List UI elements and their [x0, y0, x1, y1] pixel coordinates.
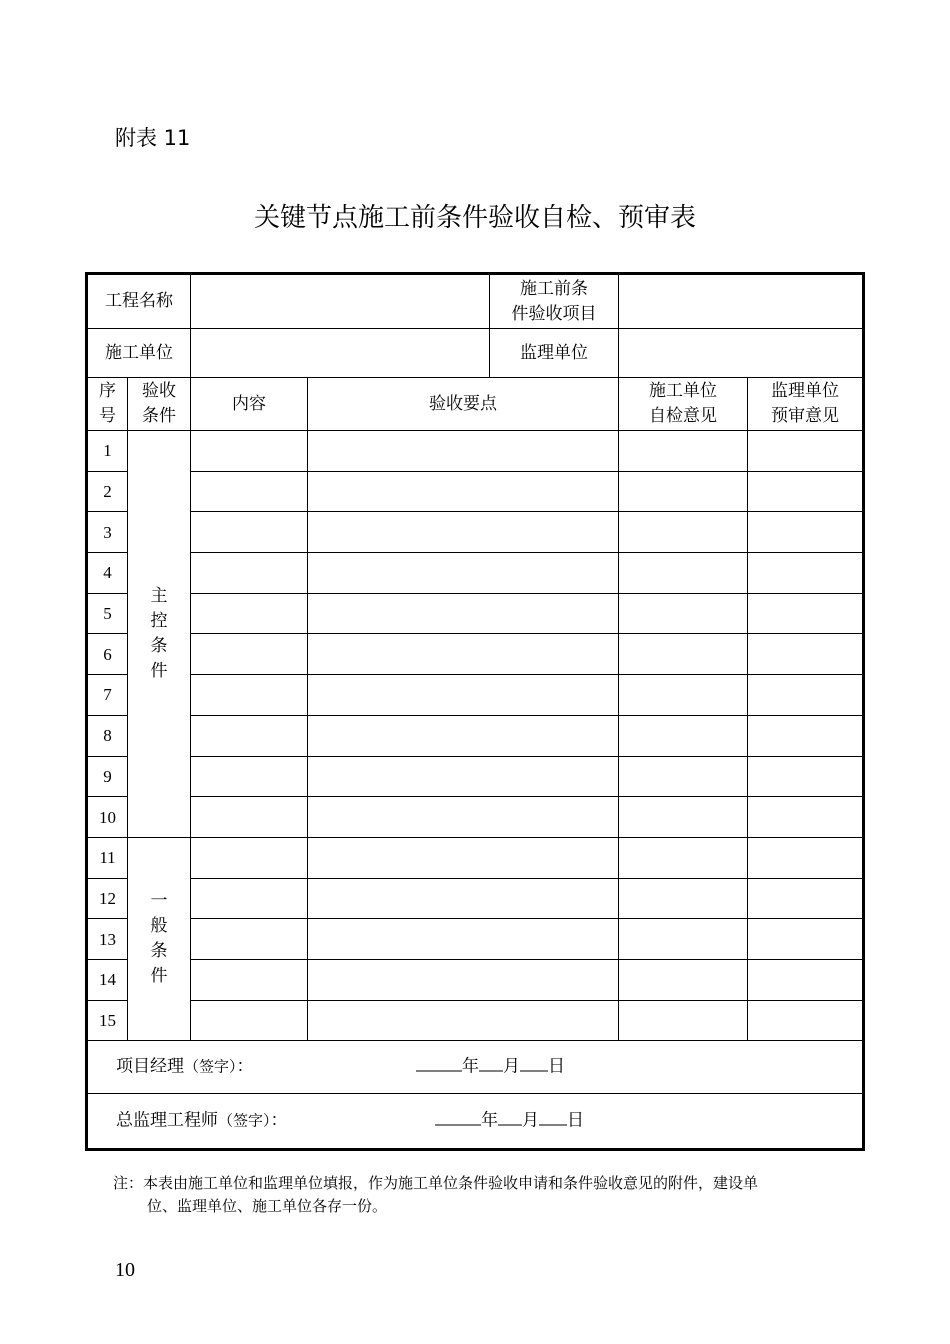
key-points-cell[interactable] [308, 797, 619, 838]
seq-header-line1: 序 [99, 381, 116, 401]
key-points-cell[interactable] [308, 512, 619, 553]
supervisor-label: 监理单位 [490, 329, 619, 378]
pre-review-header-line1: 监理单位 [771, 381, 839, 401]
key-points-cell[interactable] [308, 837, 619, 878]
group-char: 主 [150, 585, 168, 606]
pre-review-cell[interactable] [748, 512, 864, 553]
chief-colon: ： [270, 1110, 288, 1131]
self-check-cell[interactable] [619, 959, 748, 1000]
condition-header-line1: 验收 [142, 381, 176, 401]
acceptance-form-table [85, 272, 865, 1151]
self-check-cell[interactable] [619, 512, 748, 553]
table-row [87, 837, 864, 878]
table-row [87, 1000, 864, 1041]
pm-signature-label [116, 1055, 254, 1080]
chief-day-label: 日 [567, 1110, 584, 1131]
row-number: 13 [87, 919, 128, 960]
pre-review-cell[interactable] [748, 797, 864, 838]
row-number: 4 [87, 553, 128, 594]
chief-label-text: 总监理工程师 [116, 1110, 218, 1131]
footnote-line1: 注：本表由施工单位和监理单位填报，作为施工单位条件验收申请和条件验收意见的附件，建设单 [113, 1174, 759, 1192]
pre-review-cell[interactable] [748, 675, 864, 716]
self-check-cell[interactable] [619, 919, 748, 960]
content-cell[interactable] [191, 715, 308, 756]
table-row [87, 512, 864, 553]
row-number: 7 [87, 675, 128, 716]
content-cell[interactable] [191, 878, 308, 919]
content-cell[interactable] [191, 675, 308, 716]
pre-review-cell[interactable] [748, 593, 864, 634]
row-number: 2 [87, 471, 128, 512]
chief-signature-cell[interactable] [87, 1094, 864, 1150]
pre-review-header-line2: 预审意见 [771, 406, 839, 426]
page-number: 10 [115, 1259, 135, 1281]
table-row [87, 919, 864, 960]
pm-label-text: 项目经理 [116, 1056, 184, 1077]
precondition-item-value[interactable] [619, 274, 864, 329]
self-check-cell[interactable] [619, 634, 748, 675]
key-points-cell[interactable] [308, 553, 619, 594]
content-cell[interactable] [191, 471, 308, 512]
project-name-row [87, 274, 864, 329]
pre-review-cell[interactable] [748, 837, 864, 878]
group-char: 一 [150, 891, 168, 912]
footnote [113, 1172, 843, 1218]
key-points-cell[interactable] [308, 919, 619, 960]
chief-signature-row [87, 1094, 864, 1150]
table-row [87, 878, 864, 919]
pre-review-cell[interactable] [748, 634, 864, 675]
chief-signature-label [116, 1109, 288, 1134]
table-row [87, 756, 864, 797]
self-check-cell[interactable] [619, 675, 748, 716]
group-char: 件 [150, 660, 168, 681]
pm-sign-text: （签字） [184, 1057, 237, 1076]
group-char: 条 [150, 941, 168, 962]
pre-review-cell[interactable] [748, 959, 864, 1000]
units-row [87, 329, 864, 378]
contractor-label: 施工单位 [87, 329, 191, 378]
content-header: 内容 [191, 378, 308, 431]
content-cell[interactable] [191, 1000, 308, 1041]
chief-year-blank[interactable] [435, 1109, 481, 1126]
content-cell[interactable] [191, 512, 308, 553]
pm-year-blank[interactable] [416, 1055, 462, 1072]
table-row [87, 553, 864, 594]
group-char: 般 [150, 916, 168, 937]
self-check-cell[interactable] [619, 431, 748, 472]
content-cell[interactable] [191, 959, 308, 1000]
table-row [87, 959, 864, 1000]
self-check-header-line2: 自检意见 [649, 406, 717, 426]
chief-date [435, 1109, 584, 1134]
self-check-cell[interactable] [619, 878, 748, 919]
content-cell[interactable] [191, 593, 308, 634]
seq-header [87, 378, 128, 431]
key-points-cell[interactable] [308, 756, 619, 797]
self-check-header [619, 378, 748, 431]
pre-review-cell[interactable] [748, 715, 864, 756]
key-points-cell[interactable] [308, 959, 619, 1000]
content-cell[interactable] [191, 919, 308, 960]
self-check-cell[interactable] [619, 553, 748, 594]
chief-day-blank[interactable] [539, 1109, 567, 1126]
self-check-cell[interactable] [619, 471, 748, 512]
self-check-cell[interactable] [619, 593, 748, 634]
group-char: 控 [150, 610, 168, 631]
project-name-value[interactable] [191, 274, 490, 329]
precondition-item-label [490, 274, 619, 329]
pre-review-cell[interactable] [748, 471, 864, 512]
footnote-line2: 位、监理单位、施工单位各存一份。 [147, 1197, 388, 1215]
condition-header [128, 378, 191, 431]
general-conditions-group [128, 837, 191, 1040]
row-number: 12 [87, 878, 128, 919]
pm-colon: ： [236, 1056, 254, 1077]
content-cell[interactable] [191, 553, 308, 594]
pre-review-cell[interactable] [748, 1000, 864, 1041]
self-check-cell[interactable] [619, 797, 748, 838]
pre-review-cell[interactable] [748, 919, 864, 960]
pre-review-header [748, 378, 864, 431]
key-points-cell[interactable] [308, 431, 619, 472]
contractor-value[interactable] [191, 329, 490, 378]
table-row [87, 431, 864, 472]
content-cell[interactable] [191, 431, 308, 472]
pm-day-blank[interactable] [520, 1055, 548, 1072]
key-points-cell[interactable] [308, 1000, 619, 1041]
self-check-header-line1: 施工单位 [649, 381, 717, 401]
project-name-label: 工程名称 [87, 274, 191, 329]
content-cell[interactable] [191, 634, 308, 675]
content-cell[interactable] [191, 837, 308, 878]
key-points-cell[interactable] [308, 471, 619, 512]
row-number: 1 [87, 431, 128, 472]
pm-signature-row [87, 1041, 864, 1094]
pm-signature-cell[interactable] [87, 1041, 864, 1094]
row-number: 9 [87, 756, 128, 797]
group-char: 件 [150, 966, 168, 987]
self-check-cell[interactable] [619, 1000, 748, 1041]
table-row [87, 797, 864, 838]
pm-day-label: 日 [548, 1056, 565, 1077]
main-conditions-group [128, 431, 191, 838]
content-cell[interactable] [191, 756, 308, 797]
chief-month-blank[interactable] [498, 1109, 522, 1126]
chief-sign-text: （签字） [218, 1111, 271, 1130]
condition-header-line2: 条件 [142, 406, 176, 426]
pre-review-cell[interactable] [748, 431, 864, 472]
content-cell[interactable] [191, 797, 308, 838]
column-header-row [87, 378, 864, 431]
key-points-header: 验收要点 [308, 378, 619, 431]
precondition-item-label-line2: 件验收项目 [511, 303, 597, 324]
precondition-item-label-line1: 施工前条 [520, 278, 588, 299]
row-number: 5 [87, 593, 128, 634]
row-number: 3 [87, 512, 128, 553]
pm-date [416, 1055, 565, 1080]
chief-year-label: 年 [481, 1110, 498, 1131]
chief-month-label: 月 [522, 1110, 539, 1131]
table-row [87, 675, 864, 716]
self-check-cell[interactable] [619, 756, 748, 797]
appendix-label: 附表 11 [115, 126, 191, 150]
pre-review-cell[interactable] [748, 756, 864, 797]
key-points-cell[interactable] [308, 593, 619, 634]
form-title: 关键节点施工前条件验收自检、预审表 [253, 203, 696, 233]
row-number: 14 [87, 959, 128, 1000]
table-row [87, 593, 864, 634]
key-points-cell[interactable] [308, 878, 619, 919]
table-row [87, 634, 864, 675]
table-row [87, 471, 864, 512]
row-number: 6 [87, 634, 128, 675]
pm-year-label: 年 [462, 1056, 479, 1077]
row-number: 11 [87, 837, 128, 878]
supervisor-value[interactable] [619, 329, 864, 378]
key-points-cell[interactable] [308, 675, 619, 716]
pre-review-cell[interactable] [748, 553, 864, 594]
self-check-cell[interactable] [619, 715, 748, 756]
table-row [87, 715, 864, 756]
key-points-cell[interactable] [308, 715, 619, 756]
group-char: 条 [150, 635, 168, 656]
row-number: 15 [87, 1000, 128, 1041]
seq-header-line2: 号 [99, 406, 116, 426]
row-number: 10 [87, 797, 128, 838]
pre-review-cell[interactable] [748, 878, 864, 919]
pm-month-label: 月 [503, 1056, 520, 1077]
row-number: 8 [87, 715, 128, 756]
self-check-cell[interactable] [619, 837, 748, 878]
pm-month-blank[interactable] [479, 1055, 503, 1072]
key-points-cell[interactable] [308, 634, 619, 675]
